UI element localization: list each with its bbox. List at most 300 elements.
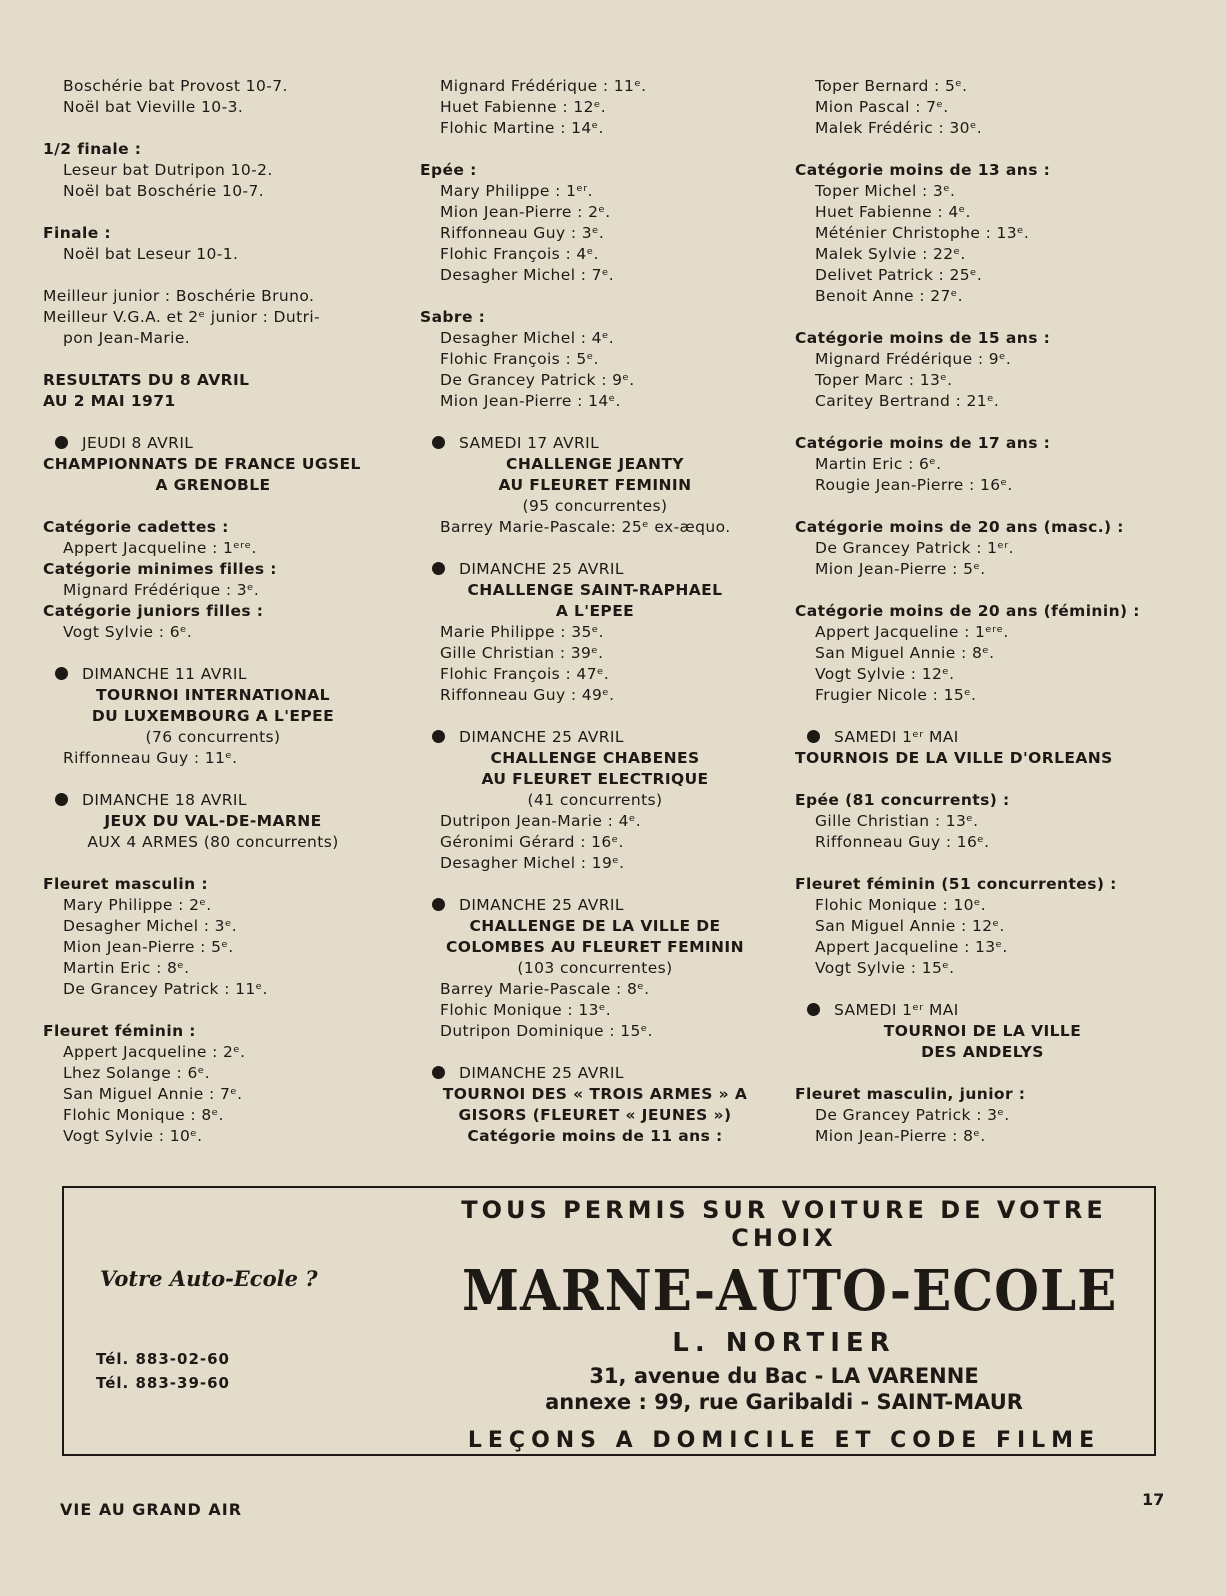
line-text: Géronimi Gérard : 16ᵉ. <box>440 833 624 851</box>
line-text: SAMEDI 1ᵉʳ MAI <box>834 728 959 746</box>
category-heading <box>795 748 1170 769</box>
result-entry <box>795 832 1170 853</box>
line-text: pon Jean-Marie. <box>63 329 191 347</box>
result-entry <box>420 202 770 223</box>
bullet-icon <box>807 1003 820 1016</box>
line-text: CHALLENGE CHABENES <box>490 749 700 767</box>
result-entry <box>795 118 1170 139</box>
ad-owner: L. NORTIER <box>672 1328 896 1358</box>
event-title <box>420 937 770 958</box>
bullet-icon <box>432 898 445 911</box>
result-entry <box>795 559 1170 580</box>
result-entry <box>420 76 770 97</box>
result-entry <box>43 1063 383 1084</box>
result-entry <box>795 895 1170 916</box>
result-entry <box>795 97 1170 118</box>
result-entry <box>420 97 770 118</box>
results-section <box>795 1084 1170 1147</box>
line-text: Meilleur junior : Boschérie Bruno. <box>43 287 315 305</box>
line-text: DIMANCHE 25 AVRIL <box>459 560 624 578</box>
category-heading <box>43 139 383 160</box>
line-text: 1/2 finale : <box>43 140 142 158</box>
result-entry <box>420 979 770 1000</box>
line-text: Mignard Frédérique : 11ᵉ. <box>440 77 647 95</box>
line-text: Riffonneau Guy : 3ᵉ. <box>440 224 605 242</box>
results-section <box>43 874 383 1000</box>
line-text: CHALLENGE DE LA VILLE DE <box>469 917 721 935</box>
category-heading <box>795 328 1170 349</box>
result-entry <box>420 685 770 706</box>
event-subtitle <box>420 496 770 517</box>
result-entry <box>43 97 383 118</box>
line-text: San Miguel Annie : 12ᵉ. <box>815 917 1005 935</box>
line-text: Mignard Frédérique : 3ᵉ. <box>63 581 260 599</box>
line-text: Desagher Michel : 4ᵉ. <box>440 329 615 347</box>
result-entry <box>795 937 1170 958</box>
line-text: Fleuret masculin, junior : <box>795 1085 1026 1103</box>
line-text: Mary Philippe : 2ᵉ. <box>63 896 212 914</box>
line-text: Flohic François : 4ᵉ. <box>440 245 599 263</box>
result-entry <box>420 643 770 664</box>
event-date <box>420 895 770 916</box>
results-column-2 <box>420 76 770 1168</box>
event-title <box>420 601 770 622</box>
line-text: CHALLENGE JEANTY <box>506 455 684 473</box>
line-text: Martin Eric : 8ᵉ. <box>63 959 190 977</box>
line-text: (76 concurrents) <box>145 728 281 746</box>
line-text: Catégorie moins de 11 ans : <box>467 1127 723 1145</box>
result-entry <box>795 811 1170 832</box>
line-text: A L'EPEE <box>555 602 635 620</box>
event-date <box>795 727 1170 748</box>
ad-lessons: LEÇONS A DOMICILE ET CODE FILME <box>467 1428 1101 1453</box>
result-entry <box>43 160 383 181</box>
line-text: TOURNOIS DE LA VILLE D'ORLEANS <box>795 749 1113 767</box>
result-entry <box>795 1126 1170 1147</box>
line-text: Leseur bat Dutripon 10-2. <box>63 161 273 179</box>
event-title <box>420 916 770 937</box>
result-entry <box>420 370 770 391</box>
line-text: RESULTATS DU 8 AVRIL <box>43 371 250 389</box>
result-entry <box>420 853 770 874</box>
result-entry <box>43 580 383 601</box>
line-text: TOURNOI INTERNATIONAL <box>96 686 330 704</box>
line-text: Appert Jacqueline : 2ᵉ. <box>63 1043 246 1061</box>
line-text: Fleuret féminin : <box>43 1022 196 1040</box>
line-text: Sabre : <box>420 308 486 326</box>
line-text: (103 concurrentes) <box>517 959 673 977</box>
results-section <box>43 433 383 496</box>
result-entry <box>43 76 383 97</box>
line-text: Mion Jean-Pierre : 14ᵉ. <box>440 392 621 410</box>
event-title <box>420 748 770 769</box>
line-text: AU FLEURET ELECTRIQUE <box>481 770 709 788</box>
line-text: Fleuret féminin (51 concurrentes) : <box>795 875 1117 893</box>
line-text: Catégorie cadettes : <box>43 518 229 536</box>
results-section <box>795 76 1170 139</box>
line-text: Toper Bernard : 5ᵉ. <box>815 77 968 95</box>
results-section <box>420 559 770 706</box>
results-section <box>795 433 1170 496</box>
event-title <box>420 475 770 496</box>
result-entry <box>795 454 1170 475</box>
results-section <box>43 76 383 118</box>
result-entry <box>43 1105 383 1126</box>
line-text: AUX 4 ARMES (80 concurrents) <box>87 833 339 851</box>
line-text: Toper Marc : 13ᵉ. <box>815 371 953 389</box>
line-text: Boschérie bat Provost 10-7. <box>63 77 288 95</box>
line-text: Dutripon Jean-Marie : 4ᵉ. <box>440 812 642 830</box>
line-text: Riffonneau Guy : 11ᵉ. <box>63 749 238 767</box>
line-text: Desagher Michel : 3ᵉ. <box>63 917 238 935</box>
line-text: Martin Eric : 6ᵉ. <box>815 455 942 473</box>
category-heading <box>43 1021 383 1042</box>
line-text: Vogt Sylvie : 6ᵉ. <box>63 623 193 641</box>
category-heading <box>420 307 770 328</box>
line-text: Fleuret masculin : <box>43 875 208 893</box>
line-text: Catégorie moins de 13 ans : <box>795 161 1051 179</box>
result-entry <box>420 664 770 685</box>
line-text: SAMEDI 1ᵉʳ MAI <box>834 1001 959 1019</box>
event-subtitle <box>420 958 770 979</box>
event-date <box>43 664 383 685</box>
result-entry <box>795 916 1170 937</box>
category-heading <box>43 601 383 622</box>
line-text: Delivet Patrick : 25ᵉ. <box>815 266 983 284</box>
line-text: De Grancey Patrick : 9ᵉ. <box>440 371 635 389</box>
result-entry <box>795 538 1170 559</box>
line-text: Riffonneau Guy : 16ᵉ. <box>815 833 990 851</box>
line-text: Riffonneau Guy : 49ᵉ. <box>440 686 615 704</box>
result-entry <box>420 181 770 202</box>
results-section <box>795 601 1170 706</box>
line-text: DES ANDELYS <box>921 1043 1044 1061</box>
ad-address-1: 31, avenue du Bac - LA VARENNE <box>589 1364 979 1388</box>
category-heading <box>420 160 770 181</box>
line-text: Barrey Marie-Pascale: 25ᵉ ex-æquo. <box>440 518 731 536</box>
line-text: Gille Christian : 39ᵉ. <box>440 644 604 662</box>
line-text: Vogt Sylvie : 15ᵉ. <box>815 959 955 977</box>
line-text: Vogt Sylvie : 12ᵉ. <box>815 665 955 683</box>
category-heading <box>43 874 383 895</box>
line-text: Huet Fabienne : 4ᵉ. <box>815 203 971 221</box>
result-entry <box>420 328 770 349</box>
results-section <box>420 895 770 1042</box>
line-text: COLOMBES AU FLEURET FEMININ <box>446 938 744 956</box>
line-text: Mion Jean-Pierre : 5ᵉ. <box>63 938 234 956</box>
line-text: De Grancey Patrick : 1ᵉʳ. <box>815 539 1015 557</box>
result-entry <box>420 622 770 643</box>
event-title <box>795 1042 1170 1063</box>
line-text: Flohic Monique : 8ᵉ. <box>63 1106 224 1124</box>
event-title <box>43 685 383 706</box>
event-title <box>420 769 770 790</box>
result-entry <box>43 538 383 559</box>
results-section <box>795 160 1170 307</box>
event-date <box>420 433 770 454</box>
category-heading <box>43 370 383 391</box>
line-text: CHALLENGE SAINT-RAPHAEL <box>467 581 723 599</box>
result-entry <box>420 223 770 244</box>
line-text: San Miguel Annie : 8ᵉ. <box>815 644 995 662</box>
line-text: Frugier Nicole : 15ᵉ. <box>815 686 977 704</box>
results-section <box>43 790 383 853</box>
category-heading <box>795 160 1170 181</box>
category-heading <box>43 391 383 412</box>
result-entry <box>43 1042 383 1063</box>
line-text: Catégorie moins de 15 ans : <box>795 329 1051 347</box>
line-text: Desagher Michel : 7ᵉ. <box>440 266 615 284</box>
results-column-3 <box>795 76 1170 1168</box>
advertisement-box <box>62 1186 1156 1456</box>
results-section <box>795 790 1170 853</box>
line-text: Appert Jacqueline : 13ᵉ. <box>815 938 1008 956</box>
line-text: Catégorie moins de 17 ans : <box>795 434 1051 452</box>
line-text: Mion Jean-Pierre : 5ᵉ. <box>815 560 986 578</box>
bullet-icon <box>432 562 445 575</box>
results-section <box>420 1063 770 1147</box>
line-text: Caritey Bertrand : 21ᵉ. <box>815 392 1000 410</box>
result-entry <box>43 1126 383 1147</box>
bullet-icon <box>807 730 820 743</box>
event-title <box>43 706 383 727</box>
line-text: JEUDI 8 AVRIL <box>82 434 194 452</box>
ad-telephone-2: Tél. 883-39-60 <box>96 1374 230 1392</box>
result-entry <box>420 1021 770 1042</box>
line-text: Catégorie juniors filles : <box>43 602 264 620</box>
line-text: Méténier Christophe : 13ᵉ. <box>815 224 1030 242</box>
line-text: Marie Philippe : 35ᵉ. <box>440 623 604 641</box>
result-entry <box>43 328 383 349</box>
line-text: Noël bat Vieville 10-3. <box>63 98 244 116</box>
line-text: Epée : <box>420 161 477 179</box>
line-text: DU LUXEMBOURG A L'EPEE <box>91 707 335 725</box>
event-subtitle <box>420 790 770 811</box>
line-text: DIMANCHE 25 AVRIL <box>459 896 624 914</box>
results-section <box>43 1021 383 1147</box>
results-section <box>795 1000 1170 1063</box>
event-date <box>43 790 383 811</box>
line-text: Flohic François : 5ᵉ. <box>440 350 599 368</box>
event-title <box>420 454 770 475</box>
category-heading <box>795 433 1170 454</box>
line-text: Appert Jacqueline : 1ᵉʳᵉ. <box>63 539 257 557</box>
event-title <box>420 1126 770 1147</box>
result-entry <box>795 370 1170 391</box>
line-text: Meilleur V.G.A. et 2ᵉ junior : Dutri- <box>43 308 321 326</box>
text-line <box>43 307 383 328</box>
line-text: Rougie Jean-Pierre : 16ᵉ. <box>815 476 1013 494</box>
event-title <box>43 475 383 496</box>
result-entry <box>795 202 1170 223</box>
line-text: Appert Jacqueline : 1ᵉʳᵉ. <box>815 623 1009 641</box>
result-entry <box>795 349 1170 370</box>
line-text: Lhez Solange : 6ᵉ. <box>63 1064 210 1082</box>
event-date <box>420 727 770 748</box>
line-text: Flohic Monique : 13ᵉ. <box>440 1001 612 1019</box>
result-entry <box>43 622 383 643</box>
result-entry <box>420 1000 770 1021</box>
event-subtitle <box>43 727 383 748</box>
result-entry <box>795 475 1170 496</box>
result-entry <box>795 244 1170 265</box>
event-subtitle <box>43 832 383 853</box>
result-entry <box>795 685 1170 706</box>
results-section <box>43 664 383 769</box>
results-section <box>43 139 383 202</box>
results-section <box>795 328 1170 412</box>
category-heading <box>795 517 1170 538</box>
category-heading <box>43 223 383 244</box>
event-title <box>795 1021 1170 1042</box>
results-section <box>420 307 770 412</box>
line-text: DIMANCHE 11 AVRIL <box>82 665 247 683</box>
line-text: JEUX DU VAL-DE-MARNE <box>104 812 322 830</box>
result-entry <box>795 265 1170 286</box>
event-date <box>43 433 383 454</box>
line-text: TOURNOI DE LA VILLE <box>883 1022 1082 1040</box>
line-text: GISORS (FLEURET « JEUNES ») <box>458 1106 732 1124</box>
page-number: 17 <box>1142 1490 1165 1509</box>
line-text: Malek Frédéric : 30ᵉ. <box>815 119 983 137</box>
line-text: TOURNOI DES « TROIS ARMES » A <box>442 1085 748 1103</box>
line-text: (95 concurrentes) <box>522 497 668 515</box>
line-text: Malek Sylvie : 22ᵉ. <box>815 245 966 263</box>
bullet-icon <box>55 436 68 449</box>
result-entry <box>43 916 383 937</box>
result-entry <box>795 664 1170 685</box>
line-text: Huet Fabienne : 12ᵉ. <box>440 98 607 116</box>
line-text: Epée (81 concurrents) : <box>795 791 1010 809</box>
result-entry <box>795 76 1170 97</box>
result-entry <box>43 979 383 1000</box>
line-text: San Miguel Annie : 7ᵉ. <box>63 1085 243 1103</box>
event-date <box>795 1000 1170 1021</box>
results-section <box>795 874 1170 979</box>
ad-question: Votre Auto-Ecole ? <box>100 1266 318 1291</box>
line-text: Gille Christian : 13ᵉ. <box>815 812 979 830</box>
result-entry <box>795 181 1170 202</box>
bullet-icon <box>55 793 68 806</box>
results-section <box>43 223 383 265</box>
result-entry <box>420 832 770 853</box>
category-heading <box>795 1084 1170 1105</box>
event-title <box>420 580 770 601</box>
ad-tagline: TOUS PERMIS SUR VOITURE DE VOTRE CHOIX <box>461 1196 1107 1252</box>
ad-telephone-1: Tél. 883-02-60 <box>96 1350 230 1368</box>
line-text: Mion Jean-Pierre : 8ᵉ. <box>815 1127 986 1145</box>
result-entry <box>795 1105 1170 1126</box>
event-title <box>420 1084 770 1105</box>
result-entry <box>43 895 383 916</box>
line-text: AU FLEURET FEMININ <box>498 476 692 494</box>
line-text: Mignard Frédérique : 9ᵉ. <box>815 350 1012 368</box>
result-entry <box>795 622 1170 643</box>
result-entry <box>43 958 383 979</box>
result-entry <box>420 349 770 370</box>
line-text: Dutripon Dominique : 15ᵉ. <box>440 1022 653 1040</box>
footer-magazine-title: VIE AU GRAND AIR <box>60 1500 243 1519</box>
results-section <box>420 76 770 139</box>
line-text: CHAMPIONNATS DE FRANCE UGSEL <box>43 455 361 473</box>
result-entry <box>420 811 770 832</box>
category-heading <box>43 517 383 538</box>
line-text: DIMANCHE 25 AVRIL <box>459 728 624 746</box>
results-section <box>43 286 383 349</box>
result-entry <box>43 244 383 265</box>
results-column-1 <box>43 76 383 1168</box>
result-entry <box>43 1084 383 1105</box>
line-text: De Grancey Patrick : 3ᵉ. <box>815 1106 1010 1124</box>
result-entry <box>795 286 1170 307</box>
line-text: Noël bat Leseur 10-1. <box>63 245 239 263</box>
bullet-icon <box>432 436 445 449</box>
event-date <box>420 1063 770 1084</box>
line-text: Catégorie minimes filles : <box>43 560 277 578</box>
line-text: Benoit Anne : 27ᵉ. <box>815 287 963 305</box>
line-text: Flohic François : 47ᵉ. <box>440 665 610 683</box>
bullet-icon <box>55 667 68 680</box>
result-entry <box>420 391 770 412</box>
line-text: De Grancey Patrick : 11ᵉ. <box>63 980 268 998</box>
ad-brand-name: MARNE-AUTO-ECOLE <box>462 1258 1118 1324</box>
line-text: DIMANCHE 18 AVRIL <box>82 791 247 809</box>
results-section <box>420 433 770 538</box>
result-entry <box>420 244 770 265</box>
line-text: Vogt Sylvie : 10ᵉ. <box>63 1127 203 1145</box>
result-entry <box>795 391 1170 412</box>
line-text: Flohic Monique : 10ᵉ. <box>815 896 987 914</box>
results-section <box>795 727 1170 769</box>
line-text: AU 2 MAI 1971 <box>43 392 176 410</box>
event-title <box>43 811 383 832</box>
results-section <box>795 517 1170 580</box>
line-text: SAMEDI 17 AVRIL <box>459 434 600 452</box>
result-entry <box>43 937 383 958</box>
results-section <box>420 727 770 874</box>
line-text: Catégorie moins de 20 ans (féminin) : <box>795 602 1140 620</box>
results-section <box>420 160 770 286</box>
line-text: DIMANCHE 25 AVRIL <box>459 1064 624 1082</box>
ad-address-2: annexe : 99, rue Garibaldi - SAINT-MAUR <box>545 1390 1023 1414</box>
result-entry <box>795 223 1170 244</box>
line-text: Toper Michel : 3ᵉ. <box>815 182 956 200</box>
result-entry <box>420 118 770 139</box>
event-title <box>420 1105 770 1126</box>
result-entry <box>795 643 1170 664</box>
line-text: Catégorie moins de 20 ans (masc.) : <box>795 518 1124 536</box>
results-section <box>43 370 383 412</box>
result-entry <box>420 517 770 538</box>
line-text: Noël bat Boschérie 10-7. <box>63 182 265 200</box>
line-text: A GRENOBLE <box>155 476 271 494</box>
category-heading <box>795 874 1170 895</box>
category-heading <box>795 790 1170 811</box>
result-entry <box>795 958 1170 979</box>
line-text: Desagher Michel : 19ᵉ. <box>440 854 625 872</box>
bullet-icon <box>432 730 445 743</box>
bullet-icon <box>432 1066 445 1079</box>
category-heading <box>43 559 383 580</box>
result-entry <box>420 265 770 286</box>
ad-main <box>434 1196 1134 1453</box>
line-text: Mion Pascal : 7ᵉ. <box>815 98 949 116</box>
text-line <box>43 286 383 307</box>
result-entry <box>43 748 383 769</box>
event-date <box>420 559 770 580</box>
line-text: Mion Jean-Pierre : 2ᵉ. <box>440 203 611 221</box>
results-section <box>43 517 383 643</box>
